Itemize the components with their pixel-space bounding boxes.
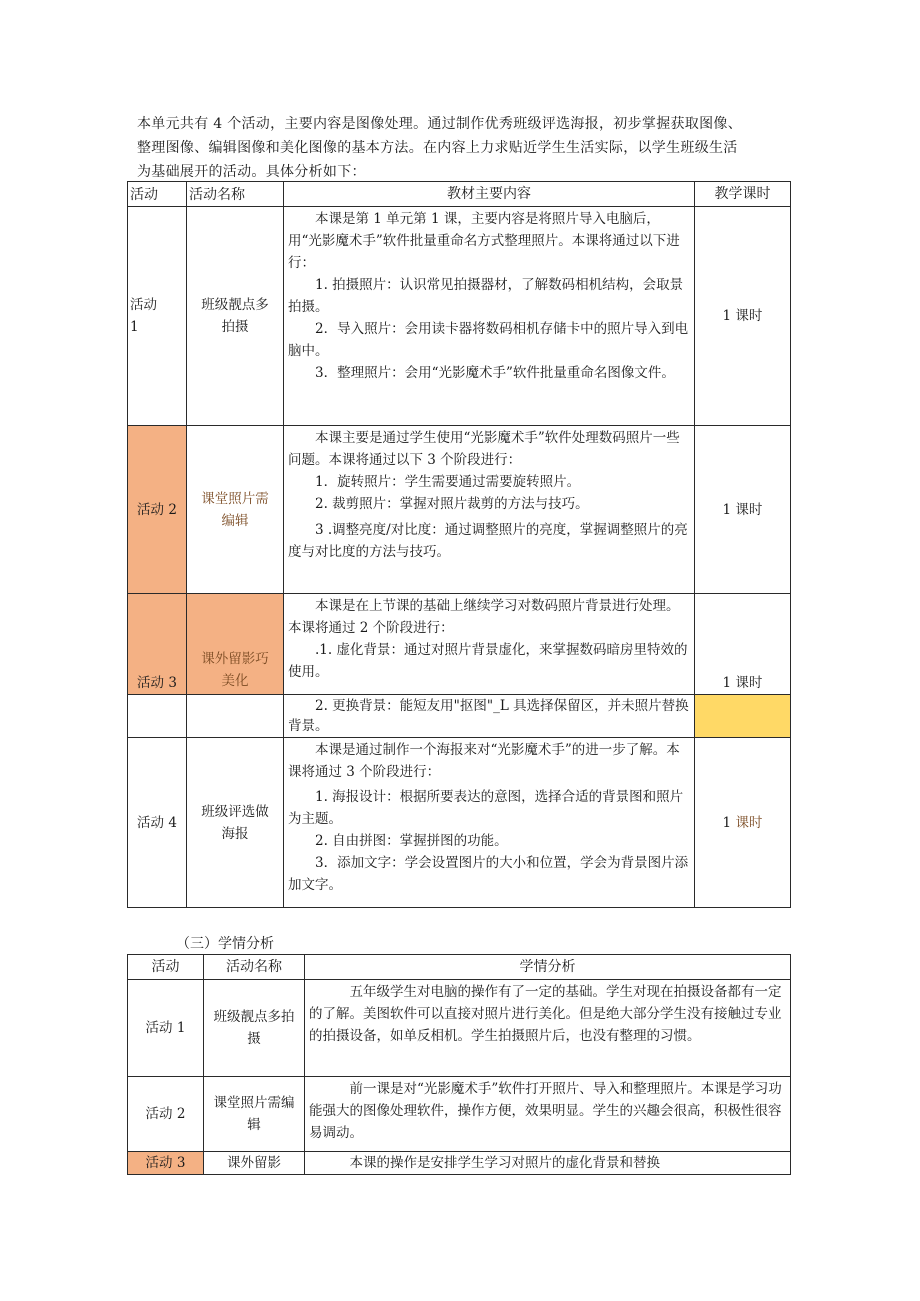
content-line: 2．导入照片：会用读卡器将数码相机存储卡中的照片导入到电脑中。 — [288, 321, 689, 359]
activity-cell: 活动 2 — [128, 426, 187, 594]
content-line: .1. 虚化背景：通过对照片背景虚化，来掌握数码暗房里特效的使用。 — [288, 642, 688, 680]
activity-name-cell: 课外留影 — [204, 1152, 305, 1175]
header-activity: 活动 — [128, 182, 187, 207]
activity-name-cell: 班级评选做 海报 — [187, 738, 284, 908]
content-line: 1. 拍摄照片：认识常见拍摄器材，了解数码相机结构，会取景拍摄。 — [288, 277, 684, 315]
empty-cell — [187, 695, 284, 738]
content-cell — [284, 738, 695, 908]
table-header-row — [128, 955, 791, 980]
analysis-cell — [305, 1077, 791, 1152]
content-line: 2. 自由拼图：掌握拼图的功能。 — [315, 833, 508, 849]
content-line: 1. 海报设计：根据所要表达的意图，选择合适的背景图和照片为主题。 — [288, 789, 684, 827]
content-cell — [284, 426, 695, 594]
activity-cell: 活动 1 — [128, 980, 204, 1077]
content-line: 1．旋转照片：学生需要通过需要旋转照片。 — [315, 474, 581, 490]
activity-name-text: 课堂照片需 编辑 — [201, 490, 269, 529]
analysis-text: 前一课是对“光影魔术手”软件打开照片、导入和整理照片。本课是学习功能强大的图像处理软件，操作方便，效果明显。学生的兴趣会很高，积极性很容易调动。 — [309, 1081, 782, 1141]
activity-cell: 活动 3 — [128, 594, 187, 695]
table-row — [128, 207, 791, 426]
hours-cell: 1 课时 — [695, 207, 791, 426]
header-activity-name: 活动名称 — [187, 182, 284, 207]
activity-name-cell: 课堂照片需编 辑 — [204, 1077, 305, 1152]
content-line: 本课是第 1 单元第 1 课，主要内容是将照片导入电脑后， — [315, 211, 660, 227]
intro-paragraph — [137, 112, 797, 184]
content-cell — [284, 207, 695, 426]
content-line: 2. 裁剪照片：掌握对照片裁剪的方法与技巧。 — [315, 496, 589, 512]
analysis-cell — [305, 1152, 791, 1175]
table-row — [128, 1152, 791, 1175]
activity-cell: 活动 2 — [128, 1077, 204, 1152]
activity-name-cell: 班级靓点多 拍摄 — [187, 207, 284, 426]
content-cell — [284, 695, 695, 738]
hours-unit: 课时 — [735, 814, 763, 831]
content-line: 3．整理照片：会用“光影魔术手”软件批量重命名图像文件。 — [315, 365, 675, 381]
highlight-cell — [695, 695, 791, 738]
activity-cell: 活动 4 — [128, 738, 187, 908]
content-line: 本课主要是通过学生使用“光影魔术手”软件处理数码照片一些问题。本课将通过以下 3 个阶段进行： — [288, 430, 680, 468]
activity-name-cell — [187, 594, 284, 695]
table-row — [128, 594, 791, 695]
analysis-cell — [305, 980, 791, 1077]
table-row — [128, 695, 791, 738]
hours-cell: 1 课时 — [695, 426, 791, 594]
content-line: 本课是在上节课的基础上继续学习对数码照片背景进行处理。本课将通过 2 个阶段进行： — [288, 598, 680, 636]
activity-name-text: 课外留影巧 美化 — [201, 651, 269, 689]
intro-line: 本单元共有 4 个活动，主要内容是图像处理。通过制作优秀班级评选海报，初步掌握获取图像、 — [137, 116, 743, 132]
activity-name-cell — [187, 426, 284, 594]
textbook-analysis-table — [127, 181, 791, 908]
empty-cell — [128, 695, 187, 738]
header-activity-name: 活动名称 — [204, 955, 305, 980]
content-line: 3．添加文字：学会设置图片的大小和位置，学会为背景图片添加文字。 — [288, 855, 689, 893]
hours-cell: 1 课时 — [695, 594, 791, 695]
table-row — [128, 1077, 791, 1152]
header-content: 教材主要内容 — [284, 182, 695, 207]
table-row — [128, 738, 791, 908]
header-activity: 活动 — [128, 955, 204, 980]
table-header-row — [128, 182, 791, 207]
content-line: 2. 更换背景：能短友用"抠图"_L 具选择保留区，并未照片替换背景。 — [288, 698, 689, 734]
content-line: 本课是通过制作一个海报来对“光影魔术手”的进一步了解。本课将通过 3 个阶段进行： — [288, 742, 680, 780]
content-line: 用“光影魔术手”软件批量重命名方式整理照片。本课将通过以下进行： — [288, 233, 680, 271]
table-row — [128, 980, 791, 1077]
header-hours: 教学课时 — [695, 182, 791, 207]
activity-cell: 活动 1 — [128, 207, 187, 426]
intro-line: 整理图像、编辑图像和美化图像的基本方法。在内容上力求贴近学生生活实际，以学生班级生活 — [137, 140, 738, 156]
activity-name-cell: 班级靓点多拍 摄 — [204, 980, 305, 1077]
content-cell — [284, 594, 695, 695]
analysis-text: 本课的操作是安排学生学习对照片的虚化背景和替换 — [349, 1155, 660, 1171]
learner-analysis-table — [127, 954, 791, 1175]
hours-number: 1 — [722, 814, 732, 831]
activity-cell: 活动 3 — [128, 1152, 204, 1175]
table-row — [128, 426, 791, 594]
intro-line: 为基础展开的活动。具体分析如下： — [137, 164, 366, 180]
section-heading: （三）学情分析 — [176, 936, 274, 952]
hours-cell — [695, 738, 791, 908]
header-analysis: 学情分析 — [305, 955, 791, 980]
analysis-text: 五年级学生对电脑的操作有了一定的基础。学生对现在拍摄设备都有一定的了解。美图软件可以直接对照片进行美化。但是绝大部分学生没有接触过专业的拍摄设备，如单反相机。学生拍摄照片后，也没有整理的习惯。 — [309, 984, 782, 1044]
content-line: 3 .调整亮度/对比度：通过调整照片的亮度，掌握调整照片的亮度与对比度的方法与技巧。 — [288, 522, 688, 560]
